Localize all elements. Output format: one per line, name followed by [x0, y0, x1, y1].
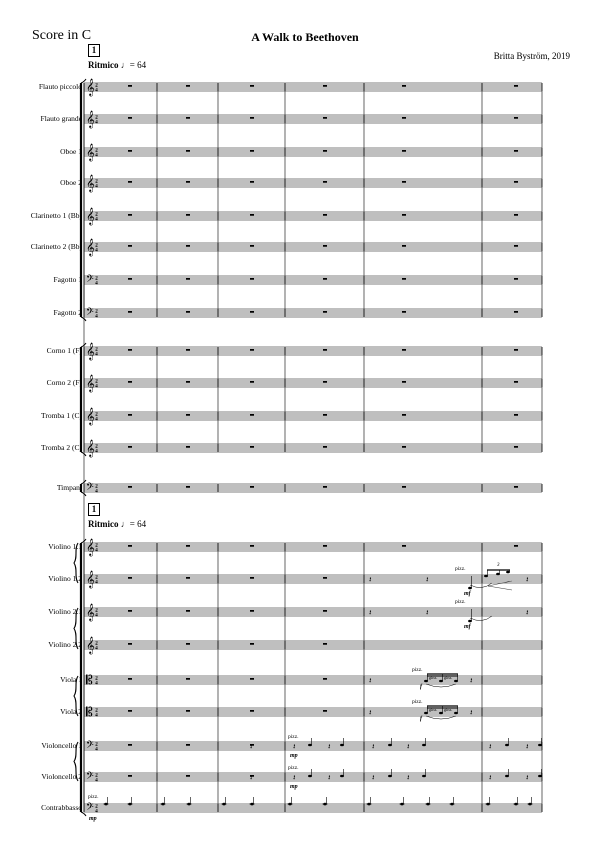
- whole-rest-icon: [250, 245, 254, 247]
- viola2-forte: f: [420, 716, 422, 722]
- whole-rest-icon: [128, 381, 132, 383]
- whole-rest-icon: [514, 278, 518, 280]
- time-sig-bottom: 4: [95, 120, 98, 126]
- cello1-pizz-label: pizz.: [288, 734, 299, 740]
- whole-rest-icon: [186, 150, 190, 152]
- instrument-label-17: Viola 1: [60, 675, 82, 684]
- treble-clef-icon: 𝄞: [86, 207, 95, 225]
- quarter-note-icon: ♩: [120, 519, 130, 529]
- time-sig-top: 2: [95, 444, 98, 450]
- whole-rest-icon: [186, 710, 190, 712]
- quarter-rest-icon: 𝄽: [293, 742, 296, 751]
- bass-clef-icon: 𝄢: [86, 739, 94, 753]
- instrument-label-13: Violino 1.1: [48, 542, 82, 551]
- staff-8: [84, 342, 542, 360]
- instrument-label-19: Violoncello 1: [41, 741, 82, 750]
- whole-rest-icon: [323, 85, 327, 87]
- whole-rest-icon: [323, 311, 327, 313]
- quarter-rest-icon: 𝄽: [369, 676, 372, 685]
- time-sig-bottom: 4: [95, 747, 98, 753]
- time-sig-bottom: 4: [95, 248, 98, 254]
- viola2-gliss-1: gliss.: [429, 707, 438, 712]
- whole-rest-icon: [128, 414, 132, 416]
- whole-rest-icon: [250, 85, 254, 87]
- violin1-brace: [74, 543, 78, 583]
- time-sig-bottom: 4: [95, 352, 98, 358]
- time-sig-top: 2: [95, 412, 98, 418]
- score-label: Score in C: [32, 28, 92, 43]
- whole-rest-icon: [128, 744, 132, 746]
- time-sig-bottom: 4: [95, 548, 98, 554]
- quarter-rest-icon: 𝄽: [526, 742, 529, 751]
- quarter-rest-icon: 𝄽: [328, 742, 331, 751]
- whole-rest-icon: [128, 278, 132, 280]
- instrument-label-3: Oboe 2: [60, 178, 82, 187]
- instrument-label-14: Violino 1.2: [48, 574, 82, 583]
- instrument-label-5: Clarinetto 2 (Bb): [30, 242, 82, 251]
- whole-rest-icon: [128, 545, 132, 547]
- whole-rest-icon: [250, 545, 254, 547]
- quarter-rest-icon: 𝄽: [293, 773, 296, 782]
- staff-11: [84, 439, 542, 457]
- staff-15: [84, 603, 542, 621]
- whole-rest-icon: [128, 678, 132, 680]
- whole-rest-icon: [323, 643, 327, 645]
- quarter-rest-icon: 𝄽: [328, 773, 331, 782]
- whole-rest-icon: [128, 577, 132, 579]
- staff-10: [84, 407, 542, 425]
- bass-clef-icon: 𝄢: [86, 801, 94, 815]
- whole-rest-icon: [128, 610, 132, 612]
- whole-rest-icon: [514, 311, 518, 313]
- staff-1: [84, 110, 542, 128]
- whole-rest-icon: [323, 181, 327, 183]
- viola-brace: [74, 676, 78, 716]
- contrabass-pizz-label: pizz.: [88, 794, 99, 800]
- time-sig-top: 2: [95, 484, 98, 490]
- quarter-rest-icon: 𝄽: [489, 773, 492, 782]
- whole-rest-icon: [323, 446, 327, 448]
- time-sig-bottom: 4: [95, 184, 98, 190]
- quarter-note-icon: ♩: [120, 60, 130, 70]
- quarter-rest-icon: 𝄽: [369, 608, 372, 617]
- quarter-rest-icon: 𝄽: [407, 742, 410, 751]
- whole-rest-icon: [128, 117, 132, 119]
- whole-rest-icon: [323, 710, 327, 712]
- staff-18: [84, 705, 542, 719]
- treble-clef-icon: 𝄞: [86, 238, 95, 256]
- whole-rest-icon: [514, 486, 518, 488]
- whole-rest-icon: [323, 117, 327, 119]
- time-sig-top: 2: [95, 309, 98, 315]
- alto-clef-icon: 𝄡: [86, 705, 93, 719]
- time-sig-top: 2: [95, 708, 98, 714]
- time-sig-bottom: 4: [95, 449, 98, 455]
- time-sig-top: 2: [95, 148, 98, 154]
- staff-16: [84, 636, 542, 654]
- violin2-brace: [74, 608, 78, 649]
- staff-20: [84, 770, 542, 784]
- whole-rest-icon: [250, 610, 254, 612]
- viola2-gliss-2: gliss.: [444, 707, 453, 712]
- quarter-rest-icon: 𝄽: [250, 742, 253, 751]
- time-sig-bottom: 4: [95, 153, 98, 159]
- treble-clef-icon: 𝄞: [86, 110, 95, 128]
- whole-rest-icon: [250, 181, 254, 183]
- alto-clef-icon: 𝄡: [86, 673, 93, 687]
- time-sig-top: 2: [95, 804, 98, 810]
- whole-rest-icon: [250, 710, 254, 712]
- whole-rest-icon: [323, 577, 327, 579]
- pizz-violin12-label: pizz.: [455, 566, 466, 572]
- treble-clef-icon: 𝄞: [86, 143, 95, 161]
- treble-clef-icon: 𝄞: [86, 603, 95, 621]
- staff-13: [84, 538, 542, 556]
- staff-6: [84, 273, 542, 287]
- quarter-rest-icon: 𝄽: [526, 773, 529, 782]
- whole-rest-icon: [402, 214, 406, 216]
- pizz-violin12-mf: mf: [464, 591, 471, 597]
- whole-rest-icon: [402, 349, 406, 351]
- time-sig-bottom: 4: [95, 384, 98, 390]
- whole-rest-icon: [186, 214, 190, 216]
- staff-2: [84, 143, 542, 161]
- time-sig-bottom: 4: [95, 646, 98, 652]
- whole-rest-icon: [514, 150, 518, 152]
- whole-rest-icon: [186, 381, 190, 383]
- instrument-label-8: Corno 1 (F): [46, 346, 82, 355]
- whole-rest-icon: [186, 744, 190, 746]
- whole-rest-icon: [128, 181, 132, 183]
- piece-title: A Walk to Beethoven: [251, 30, 359, 44]
- whole-rest-icon: [128, 643, 132, 645]
- pizz-violin21-label: pizz.: [455, 599, 466, 605]
- bass-clef-icon: 𝄢: [86, 273, 94, 287]
- treble-clef-icon: 𝄞: [86, 538, 95, 556]
- staff-4: [84, 207, 542, 225]
- time-sig-bottom: 4: [95, 281, 98, 287]
- time-sig-top: 2: [95, 347, 98, 353]
- whole-rest-icon: [250, 414, 254, 416]
- whole-rest-icon: [514, 349, 518, 351]
- whole-rest-icon: [186, 775, 190, 777]
- cello1-mp: mp: [290, 753, 298, 759]
- cello-brace: [74, 742, 78, 781]
- whole-rest-icon: [402, 381, 406, 383]
- instrument-label-6: Fagotto 1: [53, 275, 82, 284]
- staff-5: [84, 238, 542, 256]
- whole-rest-icon: [402, 85, 406, 87]
- tempo-text: Ritmico: [88, 519, 119, 529]
- treble-clef-icon: 𝄞: [86, 439, 95, 457]
- whole-rest-icon: [250, 446, 254, 448]
- time-sig-bottom: 4: [95, 217, 98, 223]
- quarter-rest-icon: 𝄽: [369, 708, 372, 717]
- staff-17: [84, 673, 542, 687]
- whole-rest-icon: [186, 117, 190, 119]
- instrument-label-12: Timpani: [56, 483, 82, 492]
- whole-rest-icon: [128, 85, 132, 87]
- whole-rest-icon: [514, 214, 518, 216]
- time-sig-bottom: 4: [95, 417, 98, 423]
- instrument-label-4: Clarinetto 1 (Bb): [30, 211, 82, 220]
- whole-rest-icon: [250, 643, 254, 645]
- whole-rest-icon: [250, 150, 254, 152]
- rehearsal-mark-winds: 1: [88, 44, 100, 57]
- instrument-label-15: Violino 2.1: [48, 607, 82, 616]
- whole-rest-icon: [402, 278, 406, 280]
- whole-rest-icon: [323, 678, 327, 680]
- whole-rest-icon: [128, 214, 132, 216]
- whole-rest-icon: [128, 311, 132, 313]
- whole-rest-icon: [250, 278, 254, 280]
- treble-clef-icon: 𝄞: [86, 342, 95, 360]
- tempo-text: Ritmico: [88, 60, 119, 70]
- whole-rest-icon: [186, 643, 190, 645]
- whole-rest-icon: [402, 545, 406, 547]
- whole-rest-icon: [323, 245, 327, 247]
- time-sig-bottom: 4: [95, 778, 98, 784]
- whole-rest-icon: [514, 245, 518, 247]
- viola1-gliss-1: gliss.: [429, 675, 438, 680]
- whole-rest-icon: [250, 381, 254, 383]
- quarter-rest-icon: 𝄽: [250, 773, 253, 782]
- rehearsal-mark-strings: 1: [88, 503, 100, 516]
- quarter-rest-icon: 𝄽: [426, 608, 429, 617]
- quarter-rest-icon: 𝄽: [372, 742, 375, 751]
- cello2-pizz-label: pizz.: [288, 765, 299, 771]
- whole-rest-icon: [250, 678, 254, 680]
- whole-rest-icon: [128, 150, 132, 152]
- whole-rest-icon: [186, 278, 190, 280]
- staff-3: [84, 174, 542, 192]
- whole-rest-icon: [323, 486, 327, 488]
- time-sig-top: 2: [95, 608, 98, 614]
- whole-rest-icon: [514, 117, 518, 119]
- quarter-rest-icon: 𝄽: [526, 608, 529, 617]
- whole-rest-icon: [250, 214, 254, 216]
- woodwind-bracket: [81, 79, 542, 321]
- staff-14: [84, 570, 542, 588]
- quarter-rest-icon: 𝄽: [526, 575, 529, 584]
- brass-bracket: [81, 343, 542, 456]
- whole-rest-icon: [323, 278, 327, 280]
- bass-clef-icon: 𝄢: [86, 481, 94, 495]
- treble-clef-icon: 𝄞: [86, 374, 95, 392]
- contrabass-mp: mp: [89, 816, 97, 822]
- whole-rest-icon: [402, 311, 406, 313]
- time-sig-bottom: 4: [95, 580, 98, 586]
- whole-rest-icon: [514, 381, 518, 383]
- time-sig-top: 2: [95, 115, 98, 121]
- whole-rest-icon: [402, 117, 406, 119]
- whole-rest-icon: [323, 349, 327, 351]
- time-sig-top: 2: [95, 379, 98, 385]
- whole-rest-icon: [186, 678, 190, 680]
- quarter-rest-icon: 𝄽: [489, 742, 492, 751]
- time-sig-top: 2: [95, 676, 98, 682]
- time-sig-top: 2: [95, 179, 98, 185]
- tempo-value: = 64: [129, 60, 147, 70]
- viola1-gliss-2: gliss.: [444, 675, 453, 680]
- instrument-label-2: Oboe 1: [60, 147, 82, 156]
- whole-rest-icon: [514, 545, 518, 547]
- bass-clef-icon: 𝄢: [86, 306, 94, 320]
- staff-0: [84, 78, 542, 96]
- quarter-rest-icon: 𝄽: [470, 708, 473, 717]
- whole-rest-icon: [402, 486, 406, 488]
- time-sig-bottom: 4: [95, 314, 98, 320]
- whole-rest-icon: [514, 85, 518, 87]
- viola2-pizz-label: pizz.: [412, 699, 423, 705]
- pizz-violin21-mf: mf: [464, 624, 471, 630]
- instrument-label-1: Flauto grande: [40, 114, 82, 123]
- treble-clef-icon: 𝄞: [86, 570, 95, 588]
- staff-7: [84, 306, 542, 320]
- cello2-mp: mp: [290, 784, 298, 790]
- whole-rest-icon: [402, 245, 406, 247]
- time-sig-bottom: 4: [95, 713, 98, 719]
- instrument-label-9: Corno 2 (F): [46, 378, 82, 387]
- whole-rest-icon: [186, 610, 190, 612]
- whole-rest-icon: [186, 545, 190, 547]
- whole-rest-icon: [186, 486, 190, 488]
- time-sig-bottom: 4: [95, 613, 98, 619]
- time-sig-top: 2: [95, 543, 98, 549]
- time-sig-top: 2: [95, 773, 98, 779]
- whole-rest-icon: [128, 245, 132, 247]
- treble-clef-icon: 𝄞: [86, 78, 95, 96]
- viola1-pizz-label: pizz.: [412, 667, 423, 673]
- whole-rest-icon: [128, 710, 132, 712]
- whole-rest-icon: [128, 775, 132, 777]
- instrument-label-7: Fagotto 2: [53, 308, 82, 317]
- whole-rest-icon: [186, 85, 190, 87]
- whole-rest-icon: [323, 381, 327, 383]
- whole-rest-icon: [514, 181, 518, 183]
- time-sig-bottom: 4: [95, 88, 98, 94]
- whole-rest-icon: [402, 414, 406, 416]
- whole-rest-icon: [323, 610, 327, 612]
- quarter-rest-icon: 𝄽: [470, 676, 473, 685]
- whole-rest-icon: [128, 486, 132, 488]
- whole-rest-icon: [323, 545, 327, 547]
- tempo-value: = 64: [129, 519, 147, 529]
- instrument-label-16: Violino 2.2: [48, 640, 82, 649]
- time-sig-bottom: 4: [95, 489, 98, 495]
- time-sig-top: 2: [95, 243, 98, 249]
- whole-rest-icon: [402, 150, 406, 152]
- instrument-label-10: Tromba 1 (C): [41, 411, 82, 420]
- whole-rest-icon: [250, 311, 254, 313]
- whole-rest-icon: [250, 117, 254, 119]
- time-sig-bottom: 4: [95, 681, 98, 687]
- time-sig-top: 2: [95, 276, 98, 282]
- whole-rest-icon: [186, 245, 190, 247]
- instrument-label-0: Flauto piccolo: [38, 82, 82, 91]
- whole-rest-icon: [128, 446, 132, 448]
- instrument-label-11: Tromba 2 (C): [41, 443, 82, 452]
- treble-clef-icon: 𝄞: [86, 407, 95, 425]
- time-sig-top: 2: [95, 641, 98, 647]
- whole-rest-icon: [186, 181, 190, 183]
- time-sig-top: 2: [95, 212, 98, 218]
- treble-clef-icon: 𝄞: [86, 174, 95, 192]
- staff-9: [84, 374, 542, 392]
- quarter-rest-icon: 𝄽: [369, 575, 372, 584]
- triplet-number: 3: [497, 563, 500, 568]
- whole-rest-icon: [186, 349, 190, 351]
- quarter-rest-icon: 𝄽: [372, 773, 375, 782]
- staff-19: [84, 739, 542, 753]
- bass-clef-icon: 𝄢: [86, 770, 94, 784]
- whole-rest-icon: [250, 349, 254, 351]
- whole-rest-icon: [250, 577, 254, 579]
- time-sig-top: 2: [95, 83, 98, 89]
- whole-rest-icon: [402, 181, 406, 183]
- instrument-label-18: Viola 2: [60, 707, 82, 716]
- whole-rest-icon: [128, 349, 132, 351]
- time-sig-top: 2: [95, 575, 98, 581]
- treble-clef-icon: 𝄞: [86, 636, 95, 654]
- whole-rest-icon: [250, 486, 254, 488]
- staff-12: [84, 481, 542, 495]
- viola1-forte: f: [420, 684, 422, 690]
- instrument-label-21: Contrabbasso: [41, 803, 82, 812]
- composer-credit: Britta Byström, 2019: [493, 51, 570, 61]
- quarter-rest-icon: 𝄽: [407, 773, 410, 782]
- instrument-label-20: Violoncello 2: [41, 772, 82, 781]
- whole-rest-icon: [186, 577, 190, 579]
- whole-rest-icon: [323, 414, 327, 416]
- whole-rest-icon: [402, 446, 406, 448]
- time-sig-top: 2: [95, 742, 98, 748]
- whole-rest-icon: [514, 446, 518, 448]
- staff-21: [84, 801, 542, 815]
- time-sig-bottom: 4: [95, 809, 98, 815]
- whole-rest-icon: [323, 214, 327, 216]
- whole-rest-icon: [323, 150, 327, 152]
- whole-rest-icon: [186, 446, 190, 448]
- whole-rest-icon: [186, 311, 190, 313]
- quarter-rest-icon: 𝄽: [426, 575, 429, 584]
- whole-rest-icon: [514, 414, 518, 416]
- whole-rest-icon: [186, 414, 190, 416]
